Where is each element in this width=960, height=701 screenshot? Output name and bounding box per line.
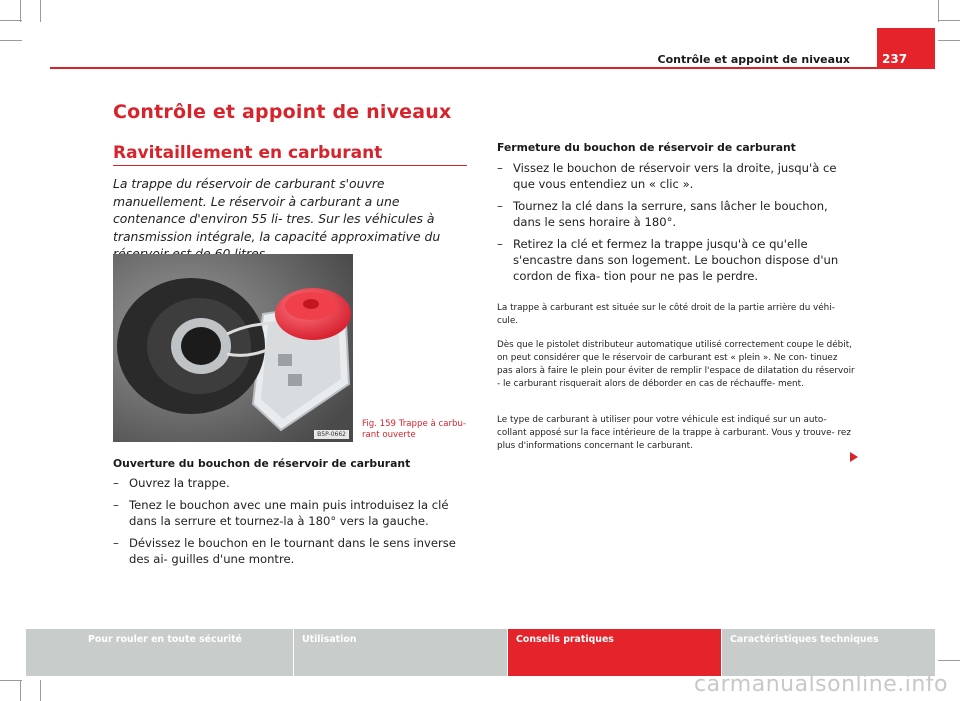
list-item <box>497 198 857 230</box>
watermark: carmanualsonline.info <box>694 672 948 697</box>
crop-mark <box>40 680 41 701</box>
list-item <box>113 497 473 529</box>
footer-tab-technical-data[interactable]: Caractéristiques techniques <box>722 629 935 676</box>
crop-mark <box>0 40 22 41</box>
closing-heading: Fermeture du bouchon de réservoir de carburant <box>497 141 796 154</box>
crop-mark <box>938 40 960 41</box>
crop-mark <box>40 0 41 22</box>
section-title: Ravitaillement en carburant <box>113 143 383 163</box>
crop-mark <box>20 680 21 701</box>
figure-code: B5P-0662 <box>314 430 349 439</box>
crop-mark <box>938 0 939 22</box>
list-item <box>113 475 473 491</box>
opening-heading: Ouverture du bouchon de réservoir de carburant <box>113 457 411 470</box>
intro-paragraph: La trappe du réservoir de carburant s'ouvre manuellement. Le réservoir à carburant a une contenance d'environ 55 li- tres. Sur les véhicules à transmission intégrale, la capacité approximative du <box>113 176 441 244</box>
chapter-title: Contrôle et appoint de niveaux <box>113 101 452 123</box>
step-text: Retirez la clé et fermez la trappe jusqu'à ce qu'elle s'encastre dans son logement. Le bouchon dispose d'un cordon de fixa- tion pour ne pas le perdre. <box>513 237 839 283</box>
footer-nav <box>26 629 935 676</box>
list-item <box>113 535 473 567</box>
step-text: Vissez le bouchon de réservoir vers la droite, jusqu'à ce que vous entendiez un « clic ». <box>513 161 837 191</box>
header-rule <box>50 67 935 69</box>
footer-tab-operation[interactable]: Utilisation <box>294 629 507 676</box>
footer-tab-practical-tips[interactable]: Conseils pratiques <box>508 629 721 676</box>
step-text: Tenez le bouchon avec une main puis introduisez la clé dans la serrure et tournez-la à 180° vers la gauche. <box>129 498 449 528</box>
note-paragraph: La trappe à carburant est située sur le côté droit de la partie arrière du véhi- cule. <box>497 303 835 326</box>
note-paragraph: Le type de carburant à utiliser pour votre véhicule est indiqué sur un auto- collant apposé sur la face intérieure de la trappe à carburant. Vous y trouve- rez plus d'informations concernant le carburant. <box>497 415 851 451</box>
section-rule <box>113 165 467 166</box>
note-paragraph: Dès que le pistolet distributeur automatique utilisé correctement coupe le débit, on peut considérer que le réservoir de carburant est « plein ». Ne con- tinuez pas alors à faire le plein pour éviter de remplir l'espace de dilatation du réservoir - le carburant risquerait alors de déborder en cas de réchauffe- ment. <box>497 340 855 389</box>
dash-bullet: – <box>113 536 119 550</box>
crop-mark <box>0 20 22 21</box>
dash-bullet: – <box>113 498 119 512</box>
opening-steps <box>113 475 473 573</box>
fuel-flap-figure <box>113 254 353 442</box>
continue-arrow-icon <box>850 452 858 462</box>
crop-mark <box>0 680 22 681</box>
figure-caption: Fig. 159 Trappe à carbu- rant ouverte <box>362 419 466 440</box>
dash-bullet: – <box>497 237 503 251</box>
dash-bullet: – <box>113 476 119 490</box>
crop-mark <box>938 660 960 661</box>
closing-steps <box>497 160 857 290</box>
footer-tab-safety[interactable]: Pour rouler en toute sécurité <box>26 629 293 676</box>
running-header: Contrôle et appoint de niveaux <box>657 53 850 66</box>
crop-mark <box>938 20 960 21</box>
dash-bullet: – <box>497 161 503 175</box>
page-number: 237 <box>882 52 908 66</box>
step-text: Ouvrez la trappe. <box>129 476 230 490</box>
step-text: Dévissez le bouchon en le tournant dans le sens inverse des ai- guilles d'une montre. <box>129 536 456 566</box>
step-text: Tournez la clé dans la serrure, sans lâcher le bouchon, dans le sens horaire à 180°. <box>513 199 828 229</box>
list-item <box>497 236 857 284</box>
list-item <box>497 160 857 192</box>
dash-bullet: – <box>497 199 503 213</box>
fuel-flap-illustration <box>113 254 353 442</box>
crop-mark <box>20 0 21 22</box>
